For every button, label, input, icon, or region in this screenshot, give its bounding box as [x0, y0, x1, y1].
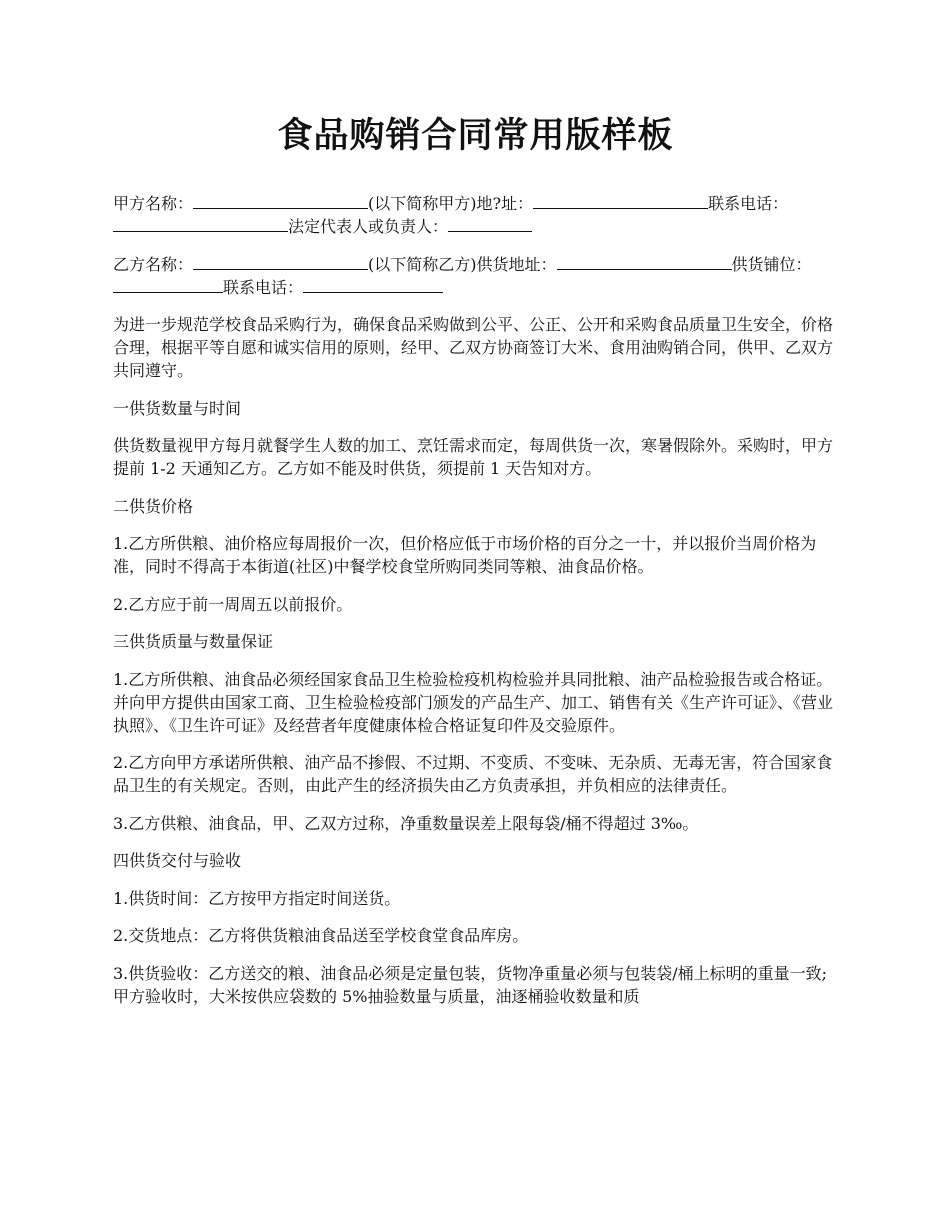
section-heading-1: 一供货数量与时间	[113, 398, 242, 418]
party-b-info	[113, 253, 838, 299]
paragraph-intro: 为进一步规范学校食品采购行为，确保食品采购做到公平、公正、公开和采购食品质量卫生安全，价格合理，根据平等自愿和诚实信用的原则，经甲、乙双方协商签订大米、食用油购销合同，供甲、乙双方共同遵守。	[113, 315, 834, 380]
party-b-name-blank[interactable]	[193, 254, 368, 270]
party-a-phone-label: 联系电话：	[708, 194, 789, 213]
party-a-name-blank[interactable]	[193, 193, 368, 209]
paragraph-price-1: 1.乙方所供粮、油价格应每周报价一次，但价格应低于市场价格的百分之一十，并以报价当周价格为准，同时不得高于本街道(社区)中餐学校食堂所购同类同等粮、油食品价格。	[113, 534, 817, 576]
party-a-rep-blank[interactable]	[448, 216, 532, 232]
party-a-address-blank[interactable]	[533, 193, 708, 209]
section-heading-2: 二供货价格	[113, 496, 194, 516]
party-a-name-suffix: (以下简称甲方)地?址：	[368, 194, 534, 213]
paragraph-quality-2: 2.乙方向甲方承诺所供粮、油产品不掺假、不过期、不变质、不变味、无杂质、无毒无害，符合国家食品卫生的有关规定。否则，由此产生的经济损失由乙方负责承担，并负相应的法律责任。	[113, 753, 833, 795]
party-a-name-label: 甲方名称：	[113, 194, 194, 213]
party-b-phone-label: 联系电话：	[223, 277, 304, 297]
party-b-name-suffix: (以下简称乙方)供货地址：	[368, 254, 557, 274]
paragraph-delivery-2: 2.交货地点：乙方将供货粮油食品送至学校食堂食品库房。	[113, 926, 529, 945]
party-a-phone-blank[interactable]	[113, 216, 288, 232]
paragraph-quality-1: 1.乙方所供粮、油食品必须经国家食品卫生检验检疫机构检验并具同批粮、油产品检验报告或合格证。并向甲方提供由国家工商、卫生检验检疫部门颁发的产品生产、加工、销售有关《生产许可证》、《营业执照》、《卫生许可证》及经营者年度健康体检合格证复印件及交验原件。	[113, 669, 834, 735]
party-b-shop-label: 供货铺位：	[731, 254, 812, 274]
party-b-shop-blank[interactable]	[113, 277, 223, 293]
party-a-rep-label: 法定代表人或负责人：	[288, 217, 449, 236]
document-title: 食品购销合同常用版样板	[277, 116, 674, 156]
paragraph-quality-3: 3.乙方供粮、油食品，甲、乙双方过称，净重数量误差上限每袋/桶不得超过 3‰。	[113, 813, 699, 833]
party-a-info	[113, 192, 838, 238]
paragraph-supply-quantity: 供货数量视甲方每月就餐学生人数的加工、烹饪需求而定，每周供货一次，寒暑假除外。采购时，甲方提前 1-2 天通知乙方。乙方如不能及时供货，须提前 1 天告知对方。	[113, 436, 834, 478]
section-heading-3: 三供货质量与数量保证	[113, 632, 274, 651]
party-b-name-label: 乙方名称：	[113, 254, 194, 274]
paragraph-delivery-3: 3.供货验收：乙方送交的粮、油食品必须是定量包装，货物净重量必须与包装袋/桶上标明的重量一致;甲方验收时，大米按供应袋数的 5%抽验数量与质量，油逐桶验收数量和质	[113, 963, 828, 1006]
paragraph-price-2: 2.乙方应于前一周周五以前报价。	[113, 594, 353, 614]
section-heading-4: 四供货交付与验收	[113, 851, 242, 870]
paragraph-delivery-1: 1.供货时间：乙方按甲方指定时间送货。	[113, 888, 401, 908]
party-b-address-blank[interactable]	[557, 254, 732, 270]
party-b-phone-blank[interactable]	[303, 277, 443, 293]
